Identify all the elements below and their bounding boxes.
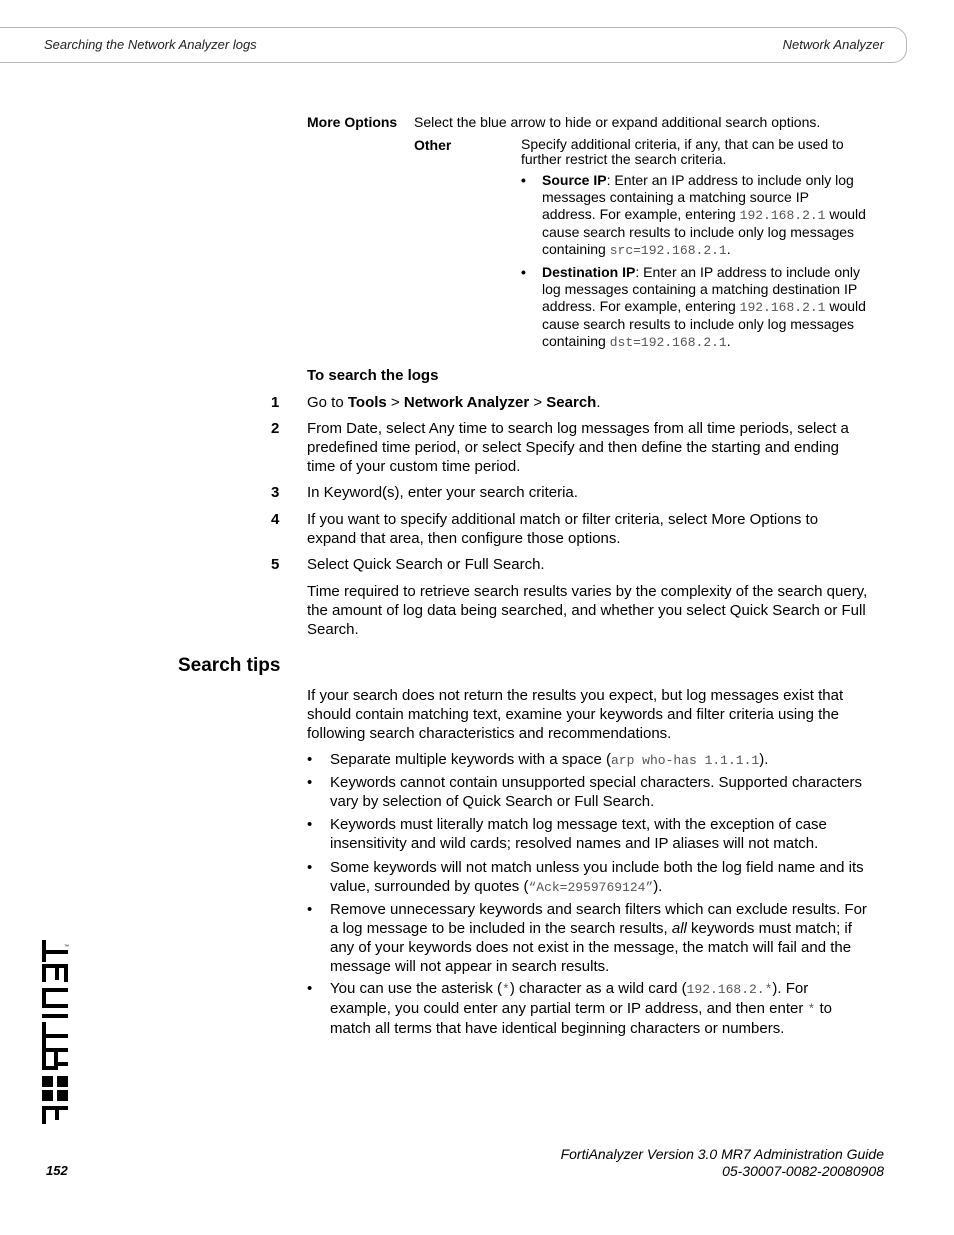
bullet: • xyxy=(307,774,313,791)
menu-tools: Tools xyxy=(347,394,387,411)
step-number: 3 xyxy=(271,484,280,501)
destination-ip-item xyxy=(521,264,866,351)
destination-ip-result-code: dst=192.168.2.1 xyxy=(609,335,727,350)
step-number: 1 xyxy=(271,394,280,411)
step-text: Go to xyxy=(307,394,348,411)
tip-item xyxy=(307,900,872,976)
tip-text: ). xyxy=(653,878,663,895)
step-2 xyxy=(271,419,871,476)
more-options-label: More Options xyxy=(307,114,398,130)
menu-network-analyzer: Network Analyzer xyxy=(403,394,530,411)
step-text: Select Quick Search or Full Search. xyxy=(307,556,545,573)
step-5 xyxy=(271,555,871,574)
source-ip-text: : Enter an IP address to include only log messages containing a matching source IP address. For example, entering xyxy=(542,172,854,222)
step-number: 2 xyxy=(271,420,280,437)
tip-text: ). xyxy=(759,751,769,768)
step-text: . xyxy=(596,394,601,411)
tip-text: Remove unnecessary keywords and search filters which can exclude results. For a log message to be included in the search results, xyxy=(330,901,867,937)
tip-text: keywords must match; if any of your keywords does not exist in the message, the match will fail and the message will not appear in search results. xyxy=(330,920,852,975)
source-ip-label: Source IP xyxy=(542,172,607,188)
bullet: • xyxy=(307,859,313,876)
step-text: From Date, select Any time to search log messages from all time periods, select a predefined time period, or select Specify and then define the starting and ending time of your custom time period. xyxy=(307,420,849,475)
more-options-description: Select the blue arrow to hide or expand additional search options. xyxy=(414,114,821,130)
page-number: 152 xyxy=(46,1163,68,1178)
destination-ip-text: : Enter an IP address to include only log messages containing a matching destination IP address. For example, entering xyxy=(542,264,861,314)
tip-item xyxy=(307,979,872,1038)
step-number: 4 xyxy=(271,511,280,528)
step-number: 5 xyxy=(271,556,280,573)
step-3 xyxy=(271,483,871,502)
search-tips-intro: If your search does not return the results you expect, but log messages exist that should contain matching text, examine your keywords and filter criteria using the following search characteristics and recommendations. xyxy=(307,687,844,742)
bullet: • xyxy=(307,816,313,833)
source-ip-result-code: src=192.168.2.1 xyxy=(609,243,727,258)
fortinet-logo-icon xyxy=(40,938,72,1128)
bullet: • xyxy=(307,901,313,918)
other-description: Specify additional criteria, if any, that can be used to further restrict the search criteria. xyxy=(521,136,844,167)
step-1 xyxy=(271,393,871,412)
tip-text: Separate multiple keywords with a space ( xyxy=(330,751,611,768)
tip-item xyxy=(307,815,872,853)
tip-item xyxy=(307,858,872,897)
svg-text:™: ™ xyxy=(64,944,69,950)
step-text: In Keyword(s), enter your search criteria. xyxy=(307,484,578,501)
menu-separator: > xyxy=(529,394,547,411)
bullet: • xyxy=(521,264,526,280)
page-header xyxy=(0,27,907,63)
bullet: • xyxy=(521,172,526,188)
tip-text: Some keywords will not match unless you include both the log field name and its value, surrounded by quotes ( xyxy=(330,859,864,895)
header-section-title: Searching the Network Analyzer logs xyxy=(44,37,257,52)
tip-text: to match all terms that have identical beginning characters or numbers. xyxy=(330,1000,832,1037)
destination-ip-label: Destination IP xyxy=(542,264,636,280)
menu-separator: > xyxy=(386,394,404,411)
footer-guide-title: FortiAnalyzer Version 3.0 MR7 Administration Guide xyxy=(560,1146,884,1162)
destination-ip-text: . xyxy=(726,333,731,349)
footer-doc-number: 05-30007-0082-20080908 xyxy=(722,1163,884,1179)
tip-item xyxy=(307,750,872,770)
tip-emphasis: all xyxy=(671,920,687,937)
tip-text: Keywords must literally match log message text, with the exception of case insensitivity and wild cards; resolved names and IP aliases will not match. xyxy=(330,816,827,852)
tip-code: * xyxy=(502,982,510,997)
step-text: If you want to specify additional match or filter criteria, select More Options to expand that area, then configure those options. xyxy=(307,511,819,547)
tip-text: Keywords cannot contain unsupported special characters. Supported characters vary by selection of Quick Search or Full Search. xyxy=(330,774,862,810)
section-title: Search tips xyxy=(178,655,281,676)
header-chapter-title: Network Analyzer xyxy=(782,37,884,52)
bullet: • xyxy=(307,980,313,997)
tip-text: You can use the asterisk ( xyxy=(330,980,503,997)
destination-ip-example-code: 192.168.2.1 xyxy=(739,300,826,315)
bullet: • xyxy=(307,751,313,768)
tip-item xyxy=(307,773,872,811)
step-4 xyxy=(271,510,871,548)
menu-search: Search xyxy=(546,394,597,411)
source-ip-text: would cause search results to include only log messages containing xyxy=(542,206,866,257)
tip-code: arp who-has 1.1.1.1 xyxy=(610,753,760,768)
footer-guide-info xyxy=(561,1146,884,1180)
source-ip-example-code: 192.168.2.1 xyxy=(739,208,826,223)
tip-code: 192.168.2.* xyxy=(686,982,773,997)
tip-text: ). For example, you could enter any partial term or IP address, and then enter xyxy=(330,980,809,1017)
procedure-title: To search the logs xyxy=(307,367,439,384)
tip-code: “Ack=2959769124” xyxy=(528,880,654,895)
procedure-note: Time required to retrieve search results varies by the complexity of the search query, the amount of log data being searched, and whether you select Quick Search or Full Search. xyxy=(307,583,868,638)
tip-code: * xyxy=(807,1002,816,1017)
other-label: Other xyxy=(414,137,452,153)
destination-ip-text: would cause search results to include only log messages containing xyxy=(542,298,866,349)
source-ip-text: . xyxy=(726,241,731,257)
tip-text: ) character as a wild card ( xyxy=(509,980,687,997)
source-ip-item xyxy=(521,172,866,259)
